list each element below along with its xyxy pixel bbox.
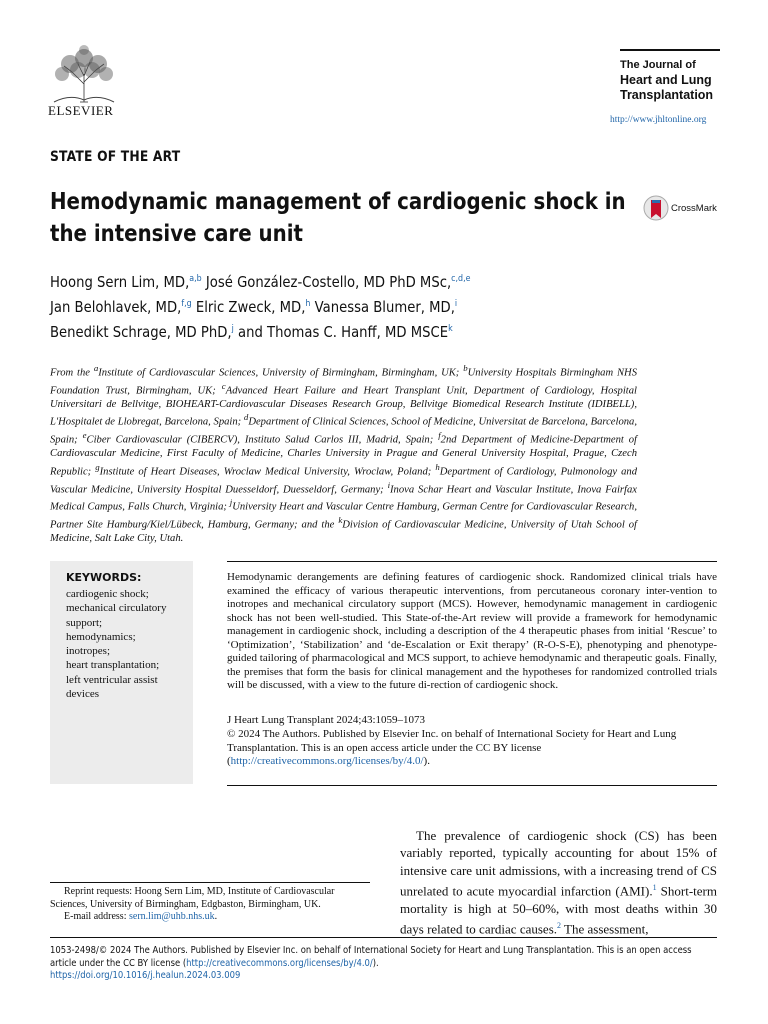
affiliation-text: 2nd Department of Medicine-Department of Cardiovascular Medicine, First Faculty of Medicine, Charles University in Prague and General University Hospital, Prague, Czech Republic;: [50, 434, 637, 478]
author-affiliation-ref[interactable]: a,b: [189, 274, 202, 284]
reprint-body: Reprint requests: Hoong Sern Lim, MD, Institute of Cardiovascular Sciences, University of Birmingham, Edgbaston, Birmingham, UK.: [50, 886, 335, 910]
author-name: Benedikt Schrage, MD PhD,: [50, 323, 232, 341]
affiliation-text: University Heart and Vascular Centre Hamburg, German Centre for Cardiovascular Research, Partner Site Hamburg/Kiel/Lübeck, Hamburg, Germany; and the: [50, 501, 637, 531]
author-line-1: [50, 268, 470, 293]
footer-rule: [50, 937, 717, 938]
affiliation-marker: k: [338, 515, 343, 526]
footer-line-1: 1053-2498/© 2024 The Authors. Published by Elsevier Inc. on behalf of International Society for Heart and Lung Transplantation. This is an open access: [50, 945, 692, 956]
author-name: Vanessa Blumer, MD,: [310, 298, 455, 316]
abstract-bottom-rule: [227, 785, 717, 786]
affiliation-text: Department of Clinical Sciences, School of Medicine, Universitat de Barcelona, Barcelona, Spain;: [50, 416, 637, 446]
reprint-rule: [50, 882, 370, 883]
affiliation-marker: j: [229, 497, 233, 508]
author-affiliation-ref[interactable]: f,g: [181, 299, 192, 309]
author-affiliation-ref[interactable]: k: [448, 324, 453, 334]
footer-license-pre: article under the CC BY license (: [50, 957, 187, 969]
journal-line-2: Heart and Lung: [620, 73, 712, 87]
intro-text: Short-term mortality is high at 50–60%, with most deaths within 30 days related to cardiac causes.: [400, 883, 717, 937]
intro-text: The prevalence of cardiogenic shock (CS) has been variably reported, typically accounting for about 15% of intensive care unit admissions, with a increasing trend of CS unrelated to acute myocardial infarction (AMI).: [400, 828, 717, 899]
intro-paragraph: [400, 827, 717, 937]
author-affiliation-ref[interactable]: c,d,e: [451, 274, 471, 284]
keyword-item: cardiogenic shock;: [66, 588, 149, 600]
affiliations: [50, 362, 637, 546]
author-line-3: [50, 318, 470, 343]
affiliation-marker: c: [221, 380, 226, 391]
keyword-item: heart transplantation;: [66, 659, 160, 672]
keyword-item: inotropes;: [66, 645, 110, 658]
affiliation-text: Ciber Cardiovascular (CIBERCV), Instituto Salud Carlos III, Madrid, Spain;: [86, 434, 439, 446]
affiliation-text: Institute of Heart Diseases, Wroclaw Medical University, Wroclaw, Poland;: [99, 466, 436, 478]
title-line-2: the intensive care unit: [50, 221, 303, 247]
journal-name: [620, 58, 713, 103]
affiliation-text: Department of Cardiology, Pulmonology and Vascular Medicine, University Hospital Duesseldorf, Duesseldorf, Germany;: [50, 466, 637, 496]
doi-link[interactable]: https://doi.org/10.1016/j.healun.2024.03.009: [50, 970, 241, 981]
email-label: E-mail address:: [64, 911, 129, 922]
journal-rule: [620, 49, 720, 51]
crossmark-icon[interactable]: [643, 194, 669, 229]
license-link[interactable]: http://creativecommons.org/licenses/by/4.0/: [230, 755, 424, 767]
footer-license-end: ).: [372, 957, 379, 969]
copyright-notice: [227, 728, 717, 769]
intro-text: The assessment,: [561, 921, 649, 937]
journal-line-3: Transplantation: [620, 88, 714, 102]
reprint-requests: [50, 886, 370, 924]
author-line-2: [50, 293, 470, 318]
author-affiliation-ref[interactable]: h: [305, 299, 311, 309]
email-link[interactable]: sern.lim@uhb.nhs.uk: [128, 911, 215, 922]
affiliation-marker: a: [93, 363, 99, 373]
affiliation-marker: b: [463, 363, 468, 373]
section-label: STATE OF THE ART: [50, 149, 181, 165]
affiliation-text: Advanced Heart Failure and Heart Transplant Unit, Department of Cardiology, Hospital Universitari de Bellvitge, BIOHEART-Cardiovascular Diseases Research Group, Bellvitge Biomedical Research Institute (IDIBELL), L'Hospitalet de Llobregat, Barcelona, Spain;: [50, 385, 637, 428]
publisher-name: ELSEVIER: [48, 103, 114, 118]
keywords-title: KEYWORDS:: [66, 571, 142, 584]
copyright-text: © 2024 The Authors. Published by Elsevier Inc. on behalf of International Society for Heart and Lung Transplantation. This is an open access article under the CC BY license (: [227, 728, 677, 767]
author-affiliation-ref[interactable]: i: [454, 299, 458, 309]
keyword-item: support;: [66, 616, 103, 629]
article-title: [50, 186, 626, 250]
reprint-text: [50, 886, 370, 911]
keywords-list: [66, 587, 188, 701]
footer: [50, 945, 692, 983]
keyword-item: devices: [66, 688, 99, 701]
affiliation-text: Division of Cardiovascular Medicine, University of Utah School of Medicine, Salt Lake City, Utah.: [50, 519, 637, 545]
author-name: Jan Belohlavek, MD,: [50, 298, 182, 316]
author-list: [50, 268, 470, 343]
reference-link[interactable]: 2: [557, 920, 562, 930]
keyword-item: mechanical circulatory: [66, 602, 167, 615]
affiliation-prefix: From the: [50, 367, 94, 379]
footer-line-2: [50, 958, 653, 971]
affiliation-marker: h: [435, 461, 440, 472]
author-name: Hoong Sern Lim, MD,: [50, 273, 190, 291]
affiliation-marker: i: [387, 479, 391, 490]
keyword-item: hemodynamics;: [66, 630, 136, 643]
affiliation-text: Institute of Cardiovascular Sciences, University of Birmingham, Birmingham, UK;: [98, 367, 464, 379]
reference-link[interactable]: 1: [652, 882, 657, 892]
author-affiliation-ref[interactable]: j: [231, 324, 234, 334]
journal-line-1: The Journal of: [620, 59, 696, 71]
reprint-email: [50, 911, 370, 924]
affiliation-marker: g: [95, 461, 100, 472]
affiliation-text: University Hospitals Birmingham NHS Foundation Trust, Birmingham, UK;: [50, 367, 637, 397]
affiliation-marker: e: [82, 430, 87, 441]
author-name: Elric Zweck, MD,: [191, 298, 306, 316]
footer-license-link[interactable]: http://creativecommons.org/licenses/by/4.0/: [186, 957, 373, 969]
email-end: .: [214, 911, 218, 922]
keyword-item: left ventricular assist: [66, 673, 158, 686]
abstract-text: Hemodynamic derangements are defining features of cardiogenic shock. Randomized clinical trials have examined the efficacy of various therapeutic interventions, from percutaneous coronary inter-vention to inotropes and mechanical circulatory support (MCS). However, hemodynamic management in cardiogenic shock has not been well-studied. This State-of-the-Art review will provide a framework for hemodynamic management in cardiogenic shock, including a description of the 4 therapeutic phases from initial ‘Rescue’ to ‘Optimization’, ‘Stabilization’ and ‘de-Escalation or Exit therapy’ (R-O-S-E), phenotyping and phenotype-guided tailoring of pharmacological and MCS support, to achieve hemodynamic and therapeutic goals. Finally, the premises that form the basis for clinical management and the hypotheses for randomized controlled trials will be discussed, with a view to the future di-rection of cardiogenic shock.: [227, 571, 717, 691]
affiliation-marker: d: [243, 412, 249, 423]
crossmark-label[interactable]: CrossMark: [671, 203, 717, 214]
abstract-top-rule: [227, 561, 717, 562]
affiliation-text: Inova Schar Heart and Vascular Institute, Inova Fairfax Medical Campus, Falls Church, Virginia;: [50, 484, 637, 513]
citation: J Heart Lung Transplant 2024;43:1059–1073: [227, 714, 425, 726]
journal-url-link[interactable]: http://www.jhltonline.org: [610, 115, 707, 125]
copyright-end: ).: [423, 755, 430, 767]
affiliation-marker: f: [438, 430, 441, 441]
author-name: José González-Costello, MD PhD MSc,: [201, 273, 452, 291]
title-line-1: Hemodynamic management of cardiogenic shock in: [50, 189, 626, 215]
author-name: and Thomas C. Hanff, MD MSCE: [233, 323, 449, 341]
